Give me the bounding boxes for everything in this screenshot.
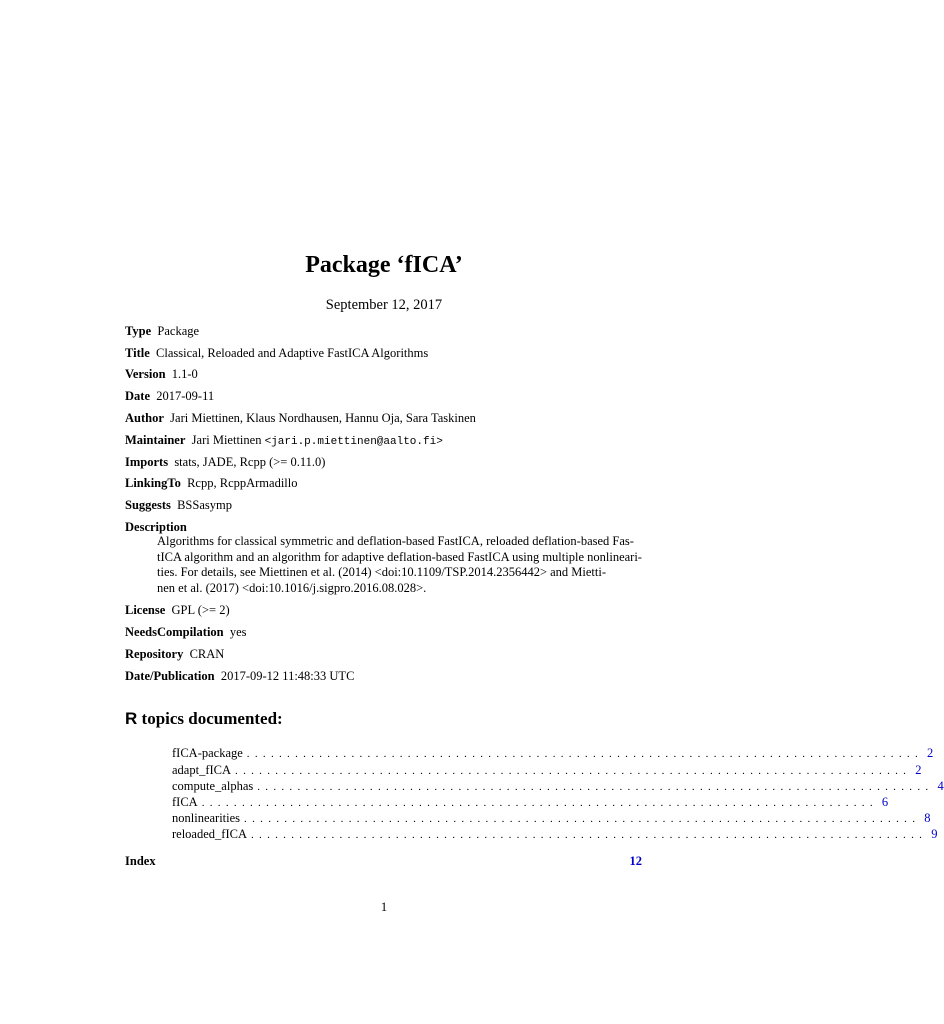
index-page-link[interactable]: 12 [629,854,642,868]
field-key: NeedsCompilation [125,625,224,639]
field-linkingto [125,475,298,491]
toc-item-fica[interactable] [172,794,889,810]
field-value: BSSasymp [177,498,232,512]
toc-item-name: fICA [172,795,198,809]
field-version [125,366,198,382]
toc-index-row[interactable] [125,854,642,869]
field-value: GPL (>= 2) [171,603,230,617]
field-key: Version [125,367,166,381]
package-title: Package ‘fICA’ [305,252,463,278]
field-title [125,345,428,361]
field-type [125,323,199,339]
description-line: nen et al. (2017) <doi:10.1016/j.sigpro.2016.08.028>. [157,580,427,595]
field-key: Title [125,346,150,360]
field-suggests [125,497,232,513]
field-key: License [125,603,166,617]
toc-item-fica-package[interactable] [172,745,934,761]
topics-heading-text: topics documented: [137,709,283,728]
field-key: Repository [125,647,184,661]
toc-leader-dots: .................................................................................... [201,797,878,809]
toc-item-name: compute_alphas [172,779,254,793]
field-repository [125,646,224,662]
toc-leader-dots: .................................................................................... [250,829,928,841]
field-author [125,410,476,426]
page-number: 1 [380,900,388,914]
field-value: 1.1-0 [171,367,198,381]
description-line: Algorithms for classical symmetric and deflation-based FastICA, reloaded deflation-based Fas- [157,534,634,548]
topics-heading [125,709,283,729]
field-value: 2017-09-11 [156,389,215,403]
toc-item-name: reloaded_fICA [172,827,247,841]
field-value: CRAN [189,647,225,661]
toc-page-link[interactable]: 9 [931,827,938,841]
toc-page-link[interactable]: 8 [924,811,931,825]
field-date-publication [125,668,354,684]
field-value: Classical, Reloaded and Adaptive FastICA Algorithms [156,346,429,360]
maintainer-email: <jari.p.miettinen@aalto.fi> [264,436,443,448]
toc-item-compute-alphas[interactable] [172,778,944,794]
description-line: ties. For details, see Miettinen et al. (2014) <doi:10.1109/TSP.2014.2356442> and Mietti- [157,565,607,579]
toc-item-reloaded-fica[interactable] [172,826,938,842]
description-body [157,534,643,596]
field-value: Package [157,324,200,338]
field-key: Maintainer [125,433,186,447]
field-maintainer [125,432,443,450]
toc-item-adapt-fica[interactable] [172,762,922,778]
field-license [125,602,230,618]
toc-leader-dots: .................................................................................... [257,781,934,793]
field-value: Rcpp, RcppArmadillo [187,476,298,490]
toc-leader-dots: .................................................................................... [244,813,921,825]
toc-item-nonlinearities[interactable] [172,810,931,826]
field-description [125,519,187,535]
field-value: stats, JADE, Rcpp (>= 0.11.0) [174,455,326,469]
field-value: Jari Miettinen [191,433,262,447]
toc-page-link[interactable]: 4 [937,779,944,793]
toc-leader-dots: .................................................................................... [246,748,923,760]
toc-item-name: fICA-package [172,746,243,760]
field-key: Type [125,324,152,338]
field-key: Suggests [125,498,171,512]
r-logo-letter: R [125,709,138,728]
toc-item-name: adapt_fICA [172,763,232,777]
index-label: Index [125,854,156,868]
field-value: Jari Miettinen, Klaus Nordhausen, Hannu Oja, Sara Taskinen [170,411,476,425]
field-key: Description [125,520,187,534]
field-value: yes [229,625,247,639]
toc-page-link[interactable]: 2 [915,763,922,777]
field-key: Date [125,389,150,403]
description-line: tICA algorithm and an algorithm for adaptive deflation-based FastICA using multiple nonlineari- [157,549,642,564]
toc-page-link[interactable]: 2 [927,746,934,760]
toc-page-link[interactable]: 6 [881,795,889,809]
toc-leader-dots: .................................................................................... [235,765,912,777]
field-needscompilation [125,624,247,640]
toc-item-name: nonlinearities [172,811,241,825]
field-key: LinkingTo [125,476,181,490]
field-imports [125,454,325,470]
field-key: Author [125,411,164,425]
field-value: 2017-09-12 11:48:33 UTC [220,669,355,683]
package-date: September 12, 2017 [325,297,443,313]
field-key: Imports [125,455,169,469]
field-key: Date/Publication [125,669,215,683]
field-date [125,388,214,404]
